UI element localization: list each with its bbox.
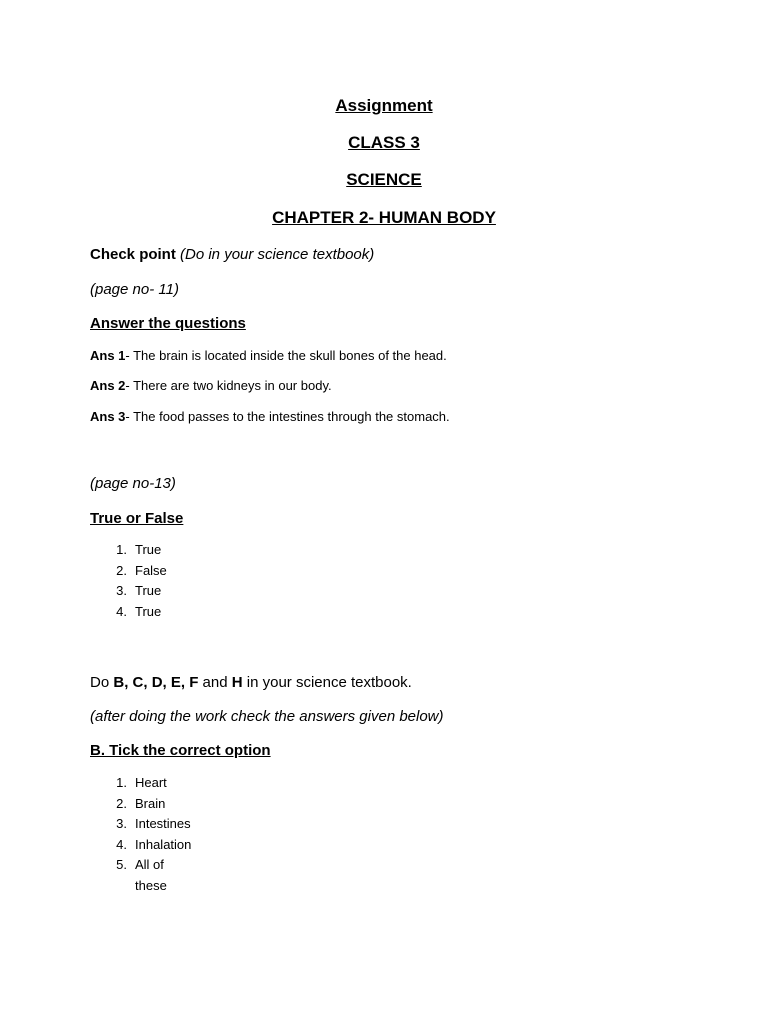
item-text: Heart	[135, 775, 167, 790]
answer-label: Ans 1	[90, 348, 126, 363]
instruction-do: Do	[90, 674, 110, 691]
item-text: Inhalation	[135, 836, 192, 852]
item-text: Brain	[135, 795, 166, 811]
item-text: Intestines	[135, 816, 191, 831]
answer-text: - The brain is located inside the skull bones of the head.	[125, 348, 447, 363]
item-number: 4.	[116, 836, 127, 852]
instruction-rest: in your science textbook.	[246, 674, 412, 691]
item-number: 1.	[116, 542, 127, 557]
answer-1	[90, 348, 447, 364]
item-number: 1.	[116, 775, 127, 790]
item-text: True	[135, 542, 162, 557]
item-text: True	[135, 583, 162, 598]
answer-heading: Answer the questions	[90, 315, 246, 332]
assignment-title: Assignment	[335, 96, 433, 115]
instruction-line	[90, 674, 412, 692]
true-false-heading: True or False	[90, 510, 184, 527]
item-number: 2.	[116, 562, 127, 578]
instruction-letters: B, C, D, E, F	[113, 674, 199, 691]
checkpoint-label: Check point	[90, 246, 176, 263]
item-number: 3.	[116, 583, 127, 598]
item-text: All of these	[135, 857, 167, 893]
answer-3	[90, 409, 450, 425]
answer-text: - There are two kidneys in our body.	[125, 378, 332, 393]
page-ref-11: (page no- 11)	[90, 281, 179, 298]
item-text: False	[135, 562, 167, 578]
answer-label: Ans 2	[90, 378, 126, 393]
item-number: 2.	[116, 795, 127, 811]
checkpoint-line	[90, 246, 374, 264]
chapter-title: CHAPTER 2- HUMAN BODY	[272, 208, 496, 227]
page-ref-13: (page no-13)	[90, 475, 176, 492]
checkpoint-note: (Do in your science textbook)	[180, 246, 375, 263]
item-number: 3.	[116, 816, 127, 831]
answer-2	[90, 378, 332, 394]
answer-label: Ans 3	[90, 409, 126, 424]
item-text: True	[135, 603, 162, 619]
item-number: 5.	[116, 857, 127, 872]
class-title: CLASS 3	[348, 133, 420, 152]
answer-text: - The food passes to the intestines through the stomach.	[125, 409, 450, 424]
subject-title: SCIENCE	[346, 170, 422, 189]
item-number: 4.	[116, 603, 127, 619]
instruction-note: (after doing the work check the answers given below)	[90, 708, 444, 725]
instruction-last: H	[231, 674, 243, 691]
tick-heading: B. Tick the correct option	[90, 742, 271, 759]
instruction-and: and	[202, 674, 228, 691]
